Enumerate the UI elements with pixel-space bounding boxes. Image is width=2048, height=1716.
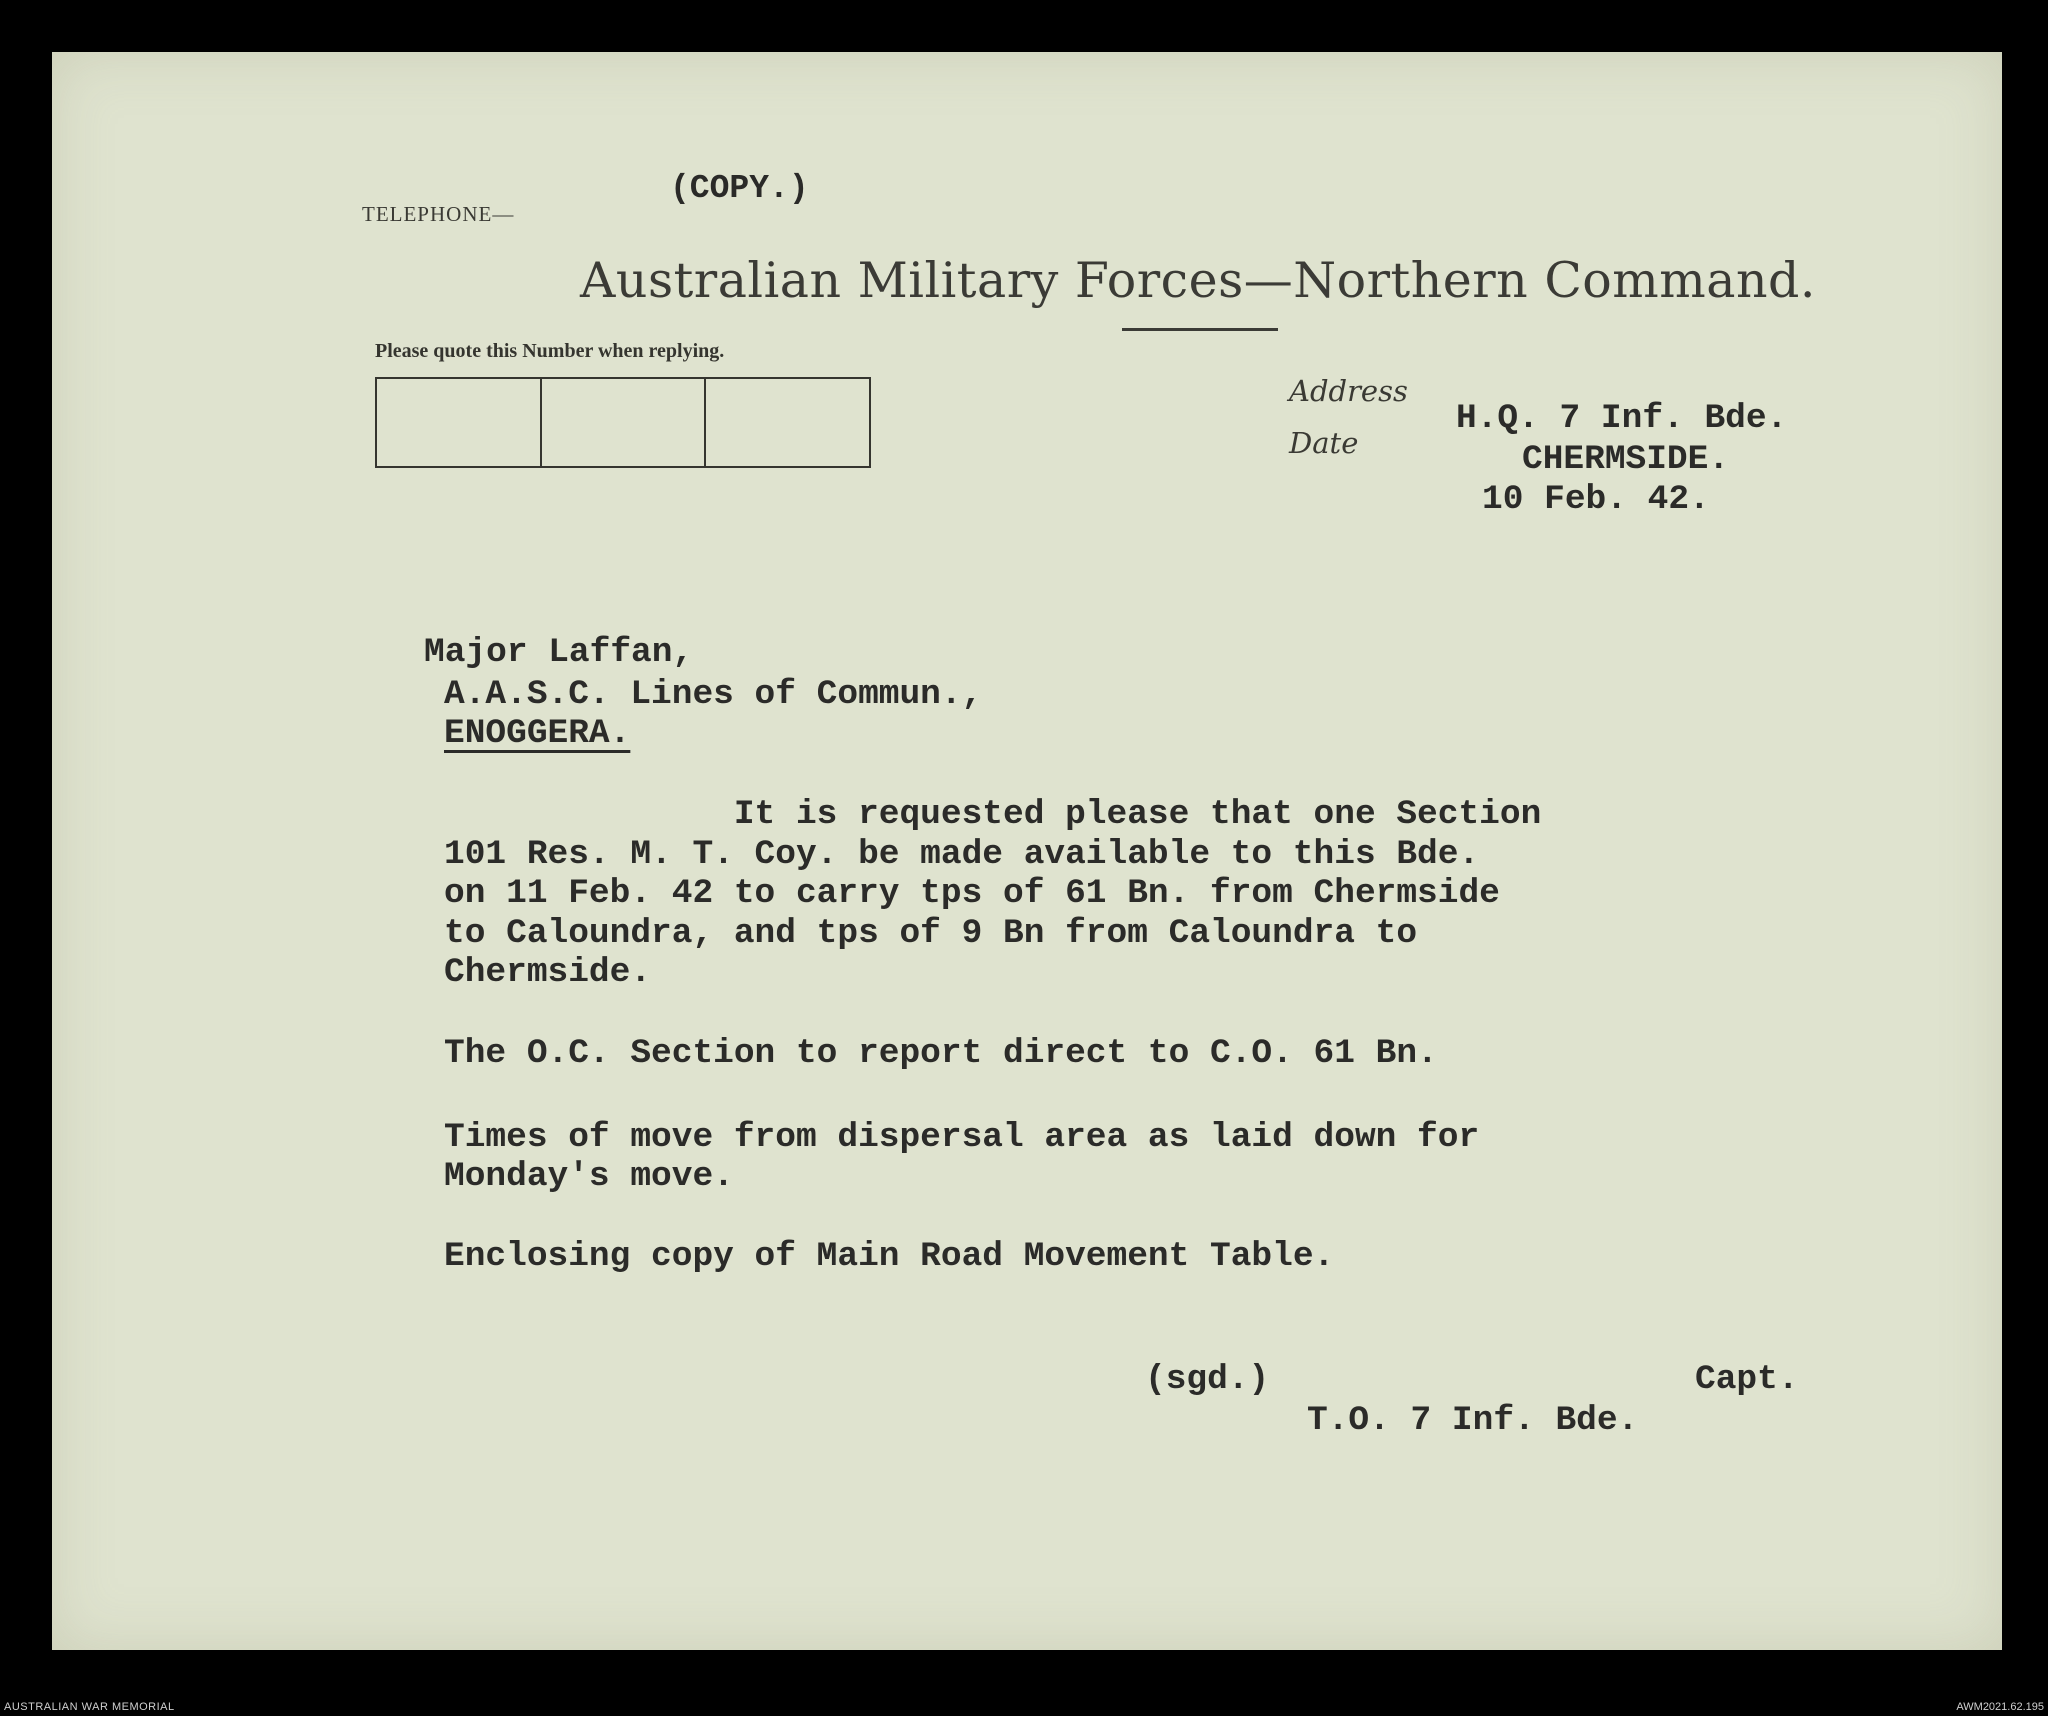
- signature-sgd: (sgd.): [1145, 1360, 1270, 1399]
- reference-cell: [542, 379, 707, 466]
- reference-number-box: [375, 377, 871, 468]
- address-label: Address: [1289, 374, 1408, 408]
- letterhead-heading: Australian Military Forces—Northern Command.: [580, 252, 1816, 309]
- telephone-label: TELEPHONE—: [362, 202, 515, 226]
- archive-reference: AWM2021.62.195: [1956, 1701, 2044, 1713]
- letter-date: 10 Feb. 42.: [1482, 480, 1710, 519]
- body-paragraph-enclosure: Enclosing copy of Main Road Movement Table.: [444, 1237, 1335, 1276]
- body-paragraph-request: It is requested please that one Section 101 Res. M. T. Coy. be made available to this Bde. on 11 Feb. 42 to carry tps of 61 Bn. from Chermside to Caloundra, and tps of 9 Bn from Caloundra to Chermside.: [444, 795, 1542, 992]
- signature-rank: Capt.: [1695, 1360, 1799, 1399]
- copy-mark: (COPY.): [670, 170, 809, 207]
- quote-number-instruction: Please quote this Number when replying.: [375, 340, 725, 362]
- recipient-name: Major Laffan,: [424, 633, 694, 672]
- date-label: Date: [1289, 426, 1359, 460]
- signature-title: T.O. 7 Inf. Bde.: [1307, 1401, 1639, 1440]
- sender-address-line1: H.Q. 7 Inf. Bde.: [1456, 399, 1788, 438]
- letter-page: [52, 52, 2002, 1650]
- reference-cell: [706, 379, 869, 466]
- body-paragraph-times: Times of move from dispersal area as laid down for Monday's move.: [444, 1118, 1480, 1196]
- reference-cell: [377, 379, 542, 466]
- recipient-unit: A.A.S.C. Lines of Commun.,: [444, 675, 983, 714]
- sender-address-line2: CHERMSIDE.: [1522, 440, 1730, 479]
- archive-credit: AUSTRALIAN WAR MEMORIAL: [4, 1701, 175, 1713]
- recipient-location: ENOGGERA.: [444, 714, 631, 753]
- body-paragraph-report: The O.C. Section to report direct to C.O. 61 Bn.: [444, 1034, 1438, 1073]
- heading-rule: [1122, 328, 1278, 331]
